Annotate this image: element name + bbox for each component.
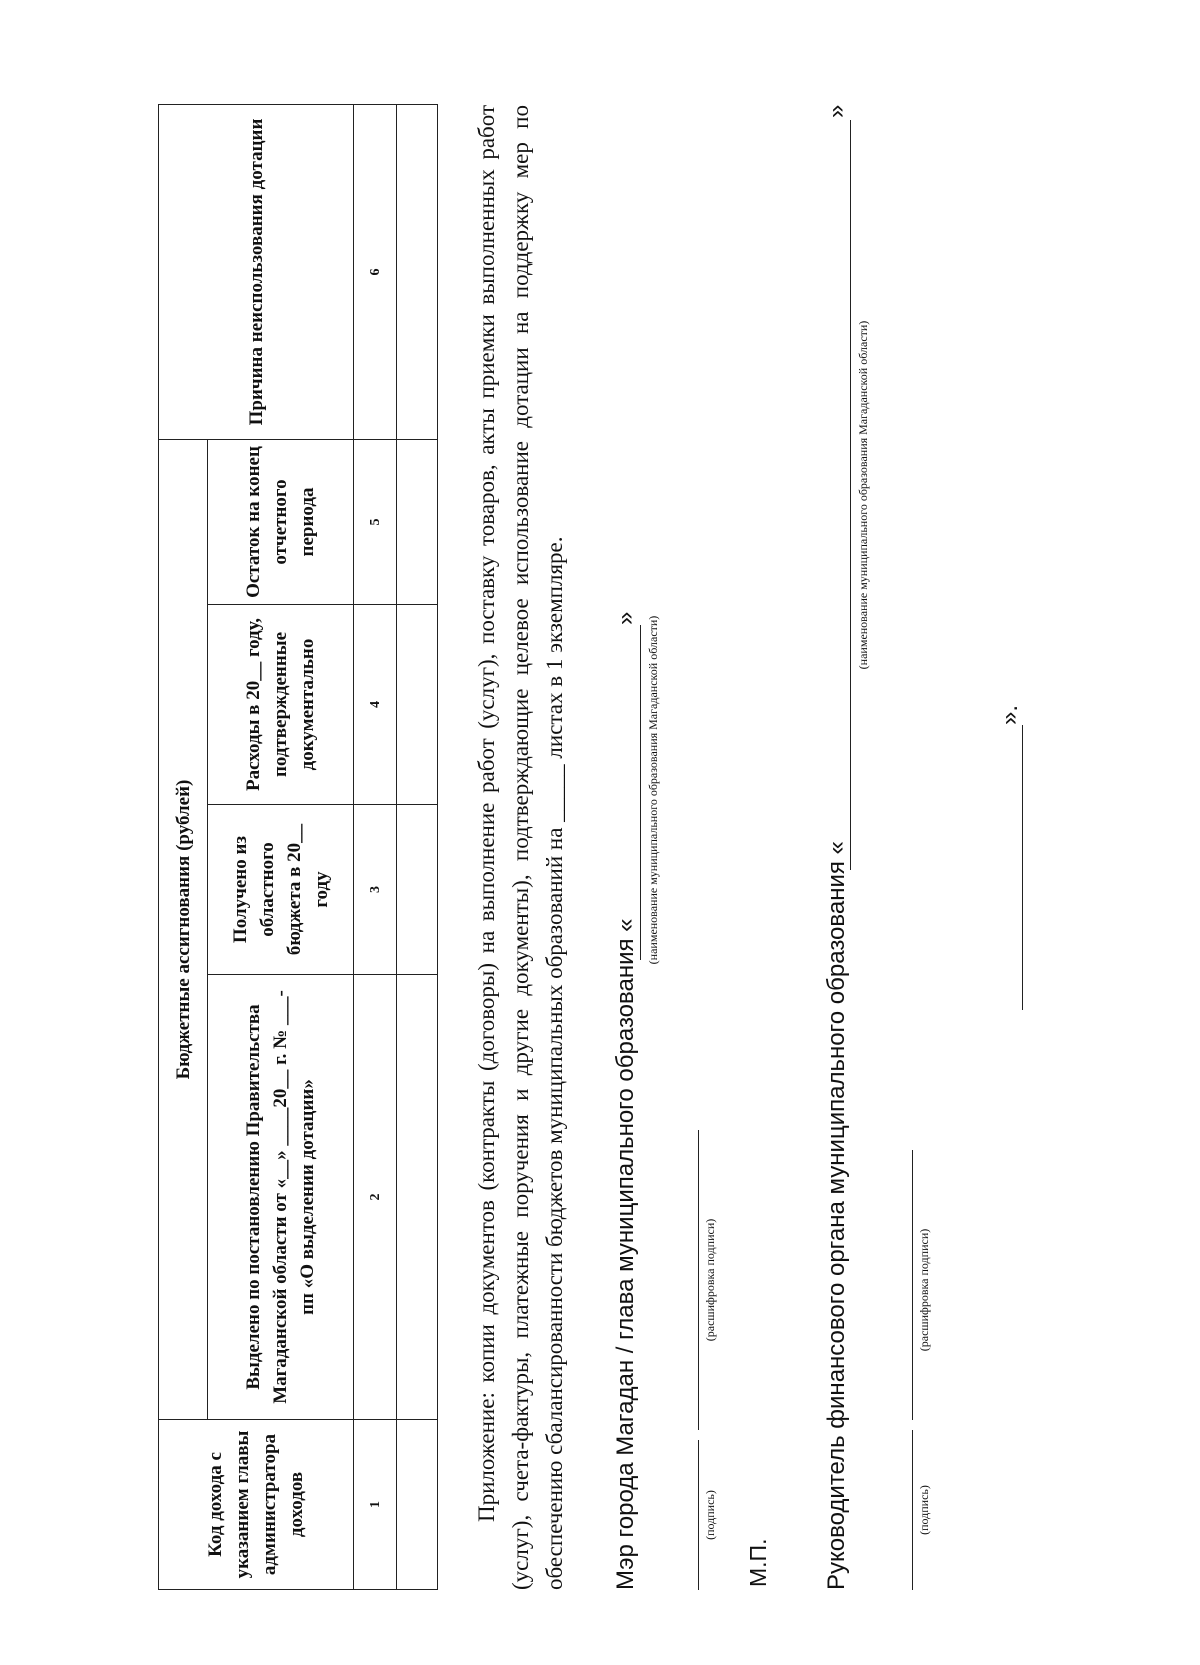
header-income-code: Код дохода с указанием главы администратора доходов [159,1420,354,1590]
table-cell-empty [397,605,438,805]
table-header-row [159,104,208,1589]
column-number: 4 [354,605,397,805]
closing-blank-line [1022,725,1023,1010]
finance-head-signature-line [912,1430,913,1590]
header-budget-allocations: Бюджетные ассигнования (рублей) [159,439,208,1419]
column-number: 1 [354,1420,397,1590]
table-cell-empty [397,104,438,439]
finance-head-decoding-line [912,1150,913,1420]
column-number: 2 [354,975,397,1420]
table-cell-empty [397,805,438,975]
mayor-close-quote: » [612,611,639,625]
mayor-decoding-caption: (расшифровка подписи) [703,1218,717,1342]
finance-head-decoding-caption: (расшифровка подписи) [917,1228,931,1352]
mayor-name-caption: (наименование муниципального образования Магаданской области) [646,615,660,965]
finance-head-name-line [850,120,851,870]
finance-head-signature-caption: (подпись) [917,1485,931,1535]
finance-head-name-caption: (наименование муниципального образования Магаданской области) [856,320,870,670]
attachment-paragraph: Приложение: копии документов (контракты (договоры) на выполнение работ (услуг), поставку товаров, акты приемки выполненных работ (услуг), счета-фактуры, платежные поручения и другие документы), подтверждающие целевое использование дотации на поддержку мер по обеспечению сбалансированности бюджетов муниципальных образований на _____ листах в 1 экземпляре. [474,105,567,1590]
mayor-label: Мэр города Магадан / глава муниципального образования « [612,918,639,1590]
column-number: 6 [354,104,397,439]
closing-quote: ». [996,704,1023,725]
header-remaining-balance: Остаток на конец отчетного периода [208,439,354,604]
mayor-signature-line [698,1440,699,1590]
mayor-decoding-line [698,1130,699,1430]
column-number: 5 [354,439,397,604]
header-documented-expenses: Расходы в 20__ году, подтвержденные документально [208,605,354,805]
finance-head-close-quote: » [823,104,850,118]
table-cell-empty [397,975,438,1420]
header-allocated-by-resolution: Выделено по постановлению Правительства Магаданской области от «__» ____20__ г. № ___-пп «О выделении дотации» [208,975,354,1420]
mayor-signature-caption: (подпись) [703,1490,717,1540]
table-cell-empty [397,439,438,604]
column-number: 3 [354,805,397,975]
finance-head-label: Руководитель финансового органа муниципального образования « [823,841,850,1590]
table-number-row [354,104,397,1589]
stamp-place: М.П. [745,1538,771,1587]
budget-allocations-table [158,104,438,1590]
mayor-name-line [640,625,641,960]
table-cell-empty [397,1420,438,1590]
header-reason-unused: Причина неиспользования дотации [159,104,354,439]
header-received-from-regional-budget: Получено из областного бюджета в 20__ году [208,805,354,975]
table-row [397,104,438,1589]
